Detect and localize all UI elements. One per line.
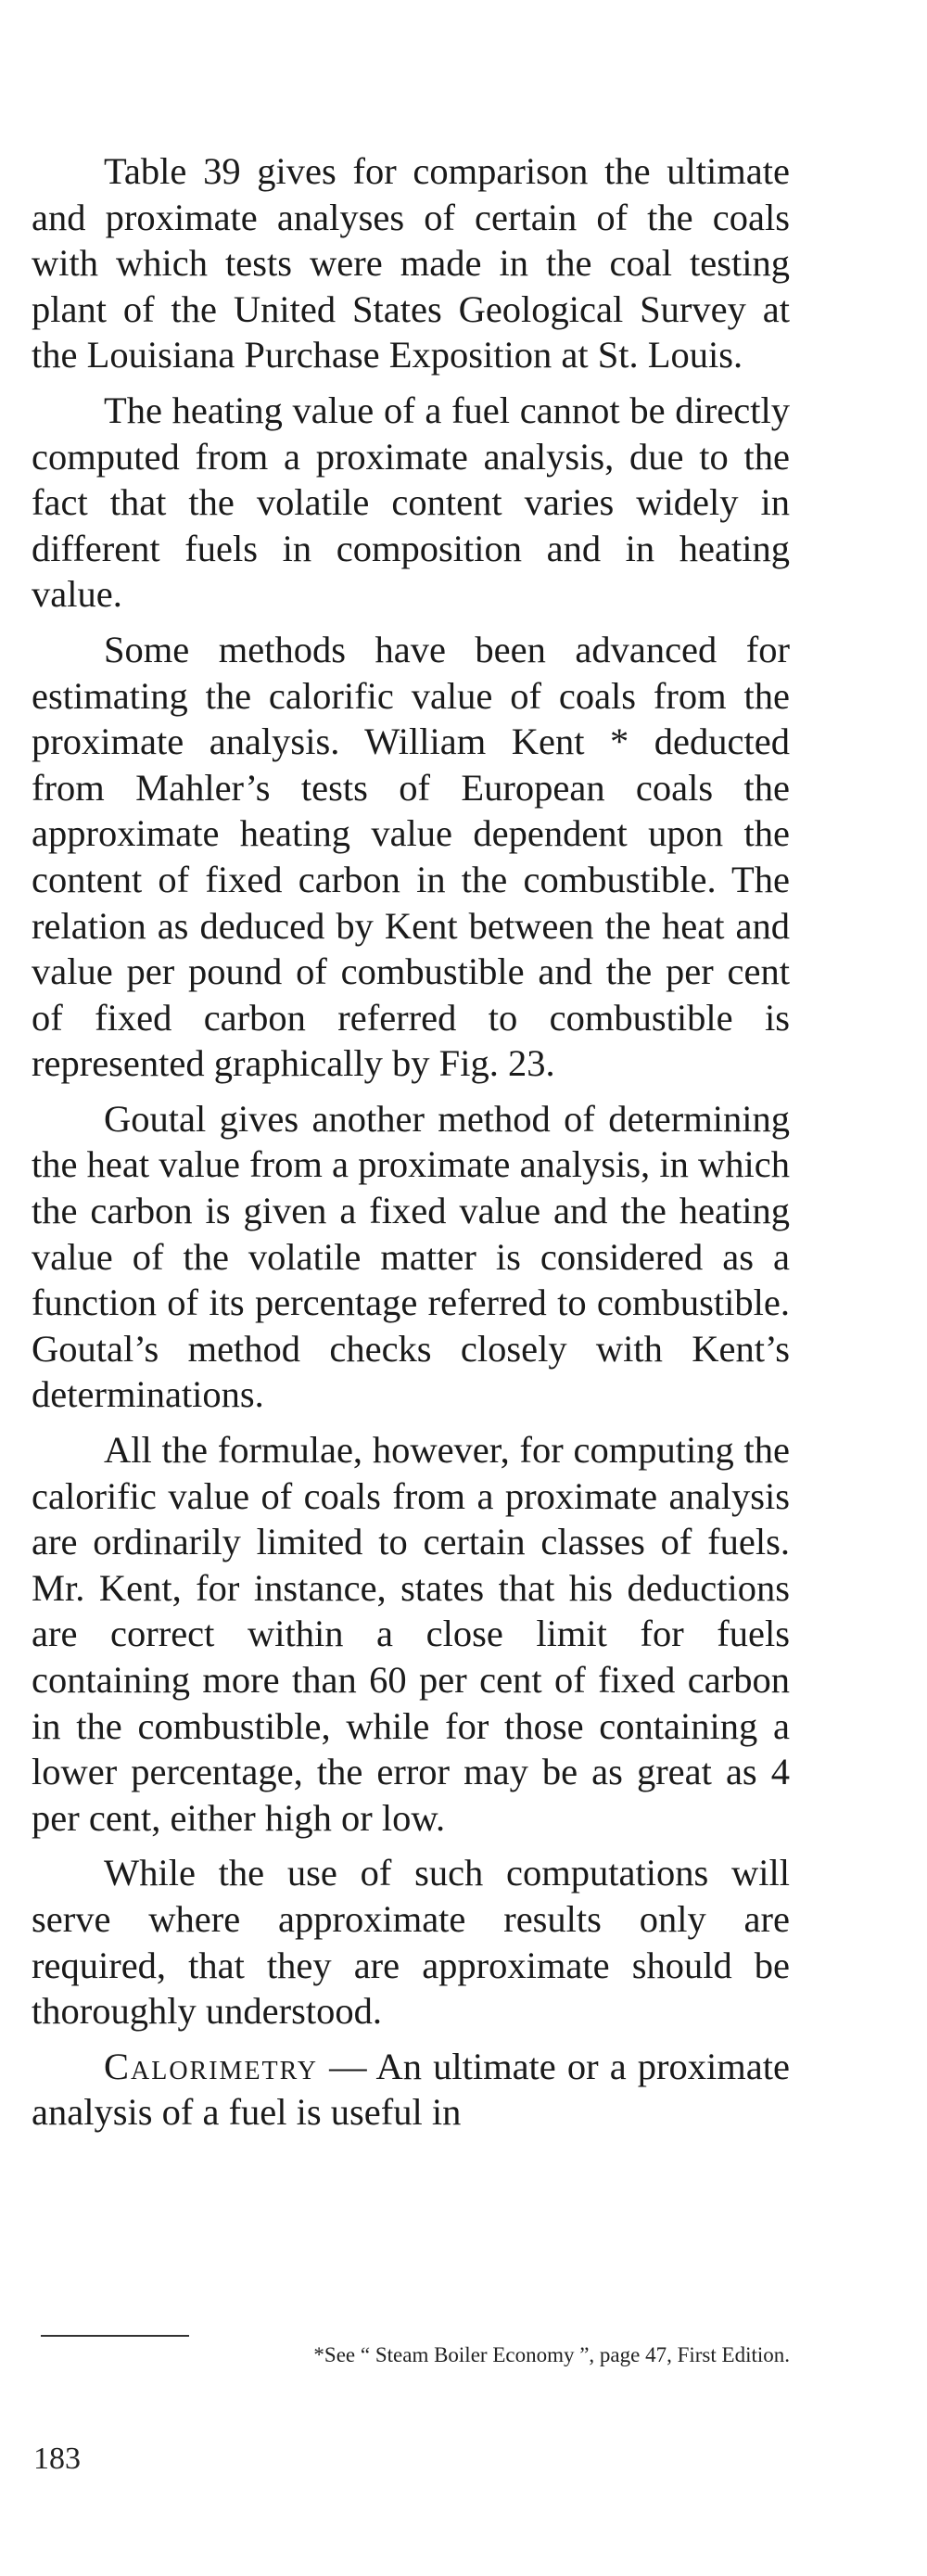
footnote-divider	[41, 2335, 189, 2337]
paragraph-heating-value	[32, 388, 790, 618]
paragraph-table-39	[32, 148, 790, 378]
paragraph-kent-method	[32, 627, 790, 1087]
paragraph-text: Some methods have been advanced for estimating the calorific value of coals from the proximate analysis. William Kent * deducted from Mahler’s tests of European coals the approximate heating value dependent upon the content of fixed carbon in the combustible. The relation as deduced by Kent between the heat and value per pound of combustible and the per cent of fixed carbon referred to combustible is represented graphically by Fig. 23.	[32, 628, 790, 1085]
page-body	[32, 148, 790, 2145]
paragraph-approximate-results	[32, 1850, 790, 2034]
paragraph-text: Goutal gives another method of determining the heat value from a proximate analysis, in which the carbon is given a fixed value and the heating value of the volatile matter is considered as a function of its percentage referred to combustible. Goutal’s method checks closely with Kent’s determinations.	[32, 1097, 790, 1416]
paragraph-text: — An ultimate or a proximate analysis of a fuel is useful in	[32, 2045, 790, 2134]
paragraph-text: All the formulae, however, for computing the calorific value of coals from a proximate analysis are ordinarily limited to certain classes of fuels. Mr. Kent, for instance, states that his deductions are correct within a close limit for fuels containing more than 60 per cent of fixed carbon in the combustible, while for those containing a lower percentage, the error may be as great as 4 per cent, either high or low.	[32, 1429, 790, 1839]
paragraph-text: While the use of such computations will serve where approximate results only are required, that they are approximate should be thoroughly understood.	[32, 1852, 790, 2033]
paragraph-goutal-method	[32, 1096, 790, 1418]
page-number: 183	[33, 2442, 81, 2476]
paragraph-text: Table 39 gives for comparison the ultimate and proximate analyses of certain of the coals with which tests were made in the coal testing plant of the United States Geological Survey at the Louisiana Purchase Exposition at St. Louis.	[32, 150, 790, 376]
paragraph-calorimetry	[32, 2044, 790, 2136]
section-heading-calorimetry: Calorimetry	[104, 2045, 319, 2087]
paragraph-text: The heating value of a fuel cannot be directly computed from a proximate analysis, due to the fact that the volatile content varies widely in different fuels in composition and in heating value.	[32, 389, 790, 616]
paragraph-formulae-limits	[32, 1427, 790, 1841]
footnote: *See “ Steam Boiler Economy ”, page 47, First Edition.	[313, 2343, 790, 2366]
